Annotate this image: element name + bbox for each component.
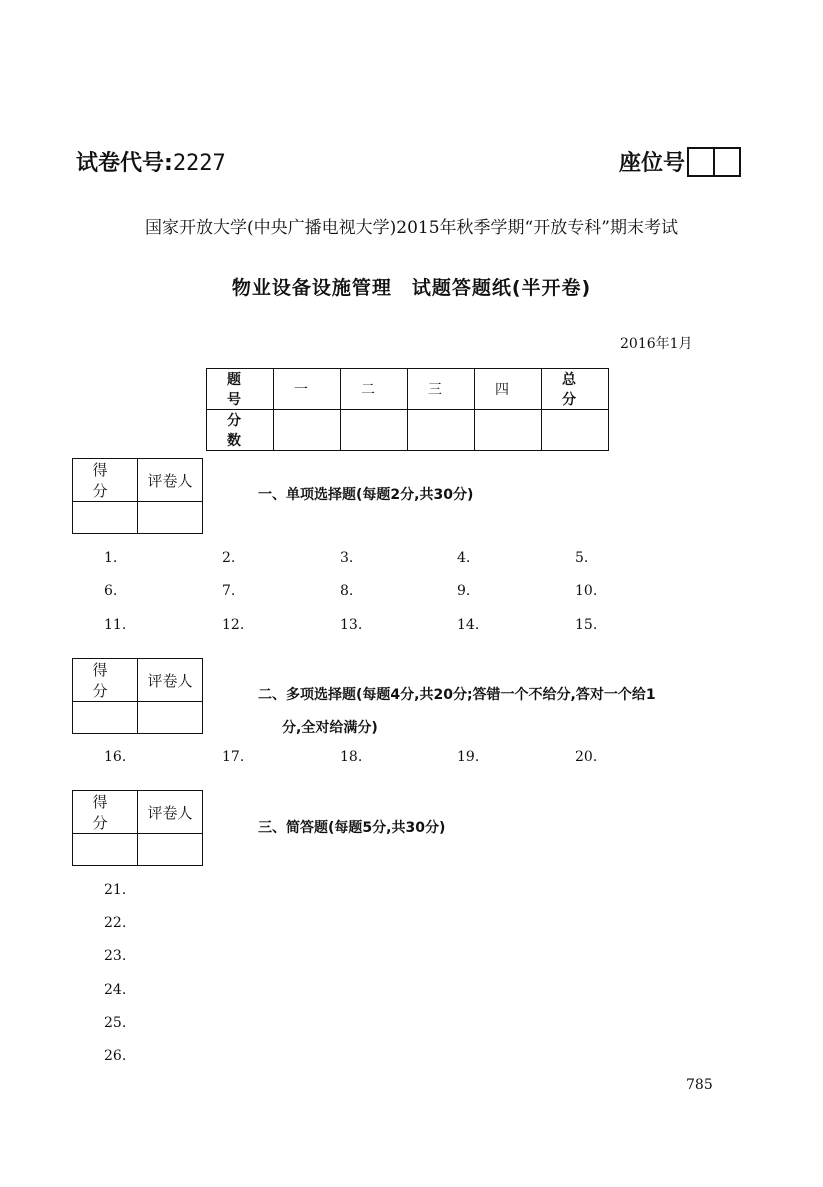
score-table-col: 三 — [408, 369, 475, 410]
seat-label: 座位号 — [619, 151, 686, 176]
question-number: 8. — [340, 583, 354, 599]
score-table-col-total: 总 分 — [542, 369, 609, 410]
exam-title: 国家开放大学(中央广播电视大学)2015年秋季学期“开放专科”期末考试 — [145, 218, 678, 238]
grader-name-cell[interactable] — [138, 702, 203, 734]
question-number: 7. — [222, 583, 236, 599]
question-number: 2. — [222, 550, 236, 566]
score-table-header-label: 题 号 — [207, 369, 274, 410]
grader-name-cell[interactable] — [138, 834, 203, 866]
question-number: 17. — [222, 749, 245, 765]
grader-box — [72, 658, 203, 734]
question-number: 25. — [104, 1015, 127, 1031]
score-table-score-label: 分 数 — [207, 410, 274, 451]
seat-box[interactable] — [687, 147, 715, 177]
question-number: 21. — [104, 882, 127, 898]
paper-code — [76, 146, 226, 177]
question-number: 5. — [575, 550, 589, 566]
grader-name-label: 评卷人 — [138, 459, 203, 502]
seat-box[interactable] — [715, 147, 741, 177]
grader-score-label: 得 分 — [73, 791, 138, 834]
grader-name-cell[interactable] — [138, 502, 203, 534]
question-number: 16. — [104, 749, 127, 765]
score-table-col: 四 — [475, 369, 542, 410]
grader-box — [72, 790, 203, 866]
question-number: 24. — [104, 982, 127, 998]
seat-boxes[interactable] — [687, 147, 741, 177]
question-number: 15. — [575, 617, 598, 633]
question-number: 18. — [340, 749, 363, 765]
question-number: 3. — [340, 550, 354, 566]
grader-score-cell[interactable] — [73, 834, 138, 866]
grader-score-label: 得 分 — [73, 459, 138, 502]
question-number: 6. — [104, 583, 118, 599]
grader-score-label: 得 分 — [73, 659, 138, 702]
score-cell[interactable] — [542, 410, 609, 451]
question-number: 11. — [104, 617, 127, 633]
question-number: 9. — [457, 583, 471, 599]
section-1-title: 一、单项选择题(每题2分,共30分) — [258, 487, 474, 503]
section-2-title-cont: 分,全对给满分) — [282, 720, 378, 736]
question-number: 10. — [575, 583, 598, 599]
score-cell[interactable] — [274, 410, 341, 451]
score-table — [206, 368, 609, 451]
section-2-title: 二、多项选择题(每题4分,共20分;答错一个不给分,答对一个给1 — [258, 687, 656, 703]
question-number: 12. — [222, 617, 245, 633]
question-number: 19. — [457, 749, 480, 765]
grader-name-label: 评卷人 — [138, 659, 203, 702]
seat-number — [619, 146, 741, 177]
score-cell[interactable] — [408, 410, 475, 451]
score-cell[interactable] — [475, 410, 542, 451]
grader-score-cell[interactable] — [73, 702, 138, 734]
doc-title: 物业设备设施管理 试题答题纸(半开卷) — [231, 277, 592, 299]
question-number: 26. — [104, 1048, 127, 1064]
grader-name-label: 评卷人 — [138, 791, 203, 834]
question-number: 20. — [575, 749, 598, 765]
question-number: 1. — [104, 550, 118, 566]
question-number: 4. — [457, 550, 471, 566]
question-number: 14. — [457, 617, 480, 633]
question-number: 23. — [104, 948, 127, 964]
question-number: 22. — [104, 915, 127, 931]
paper-code-value: 2227 — [172, 151, 226, 176]
question-number: 13. — [340, 617, 363, 633]
paper-code-label: 试卷代号: — [76, 151, 173, 176]
grader-box — [72, 458, 203, 534]
section-3-title: 三、简答题(每题5分,共30分) — [258, 820, 446, 836]
exam-date: 2016年1月 — [620, 336, 693, 352]
grader-score-cell[interactable] — [73, 502, 138, 534]
page-number: 785 — [686, 1077, 713, 1093]
score-table-col: 二 — [341, 369, 408, 410]
score-table-col: 一 — [274, 369, 341, 410]
score-cell[interactable] — [341, 410, 408, 451]
